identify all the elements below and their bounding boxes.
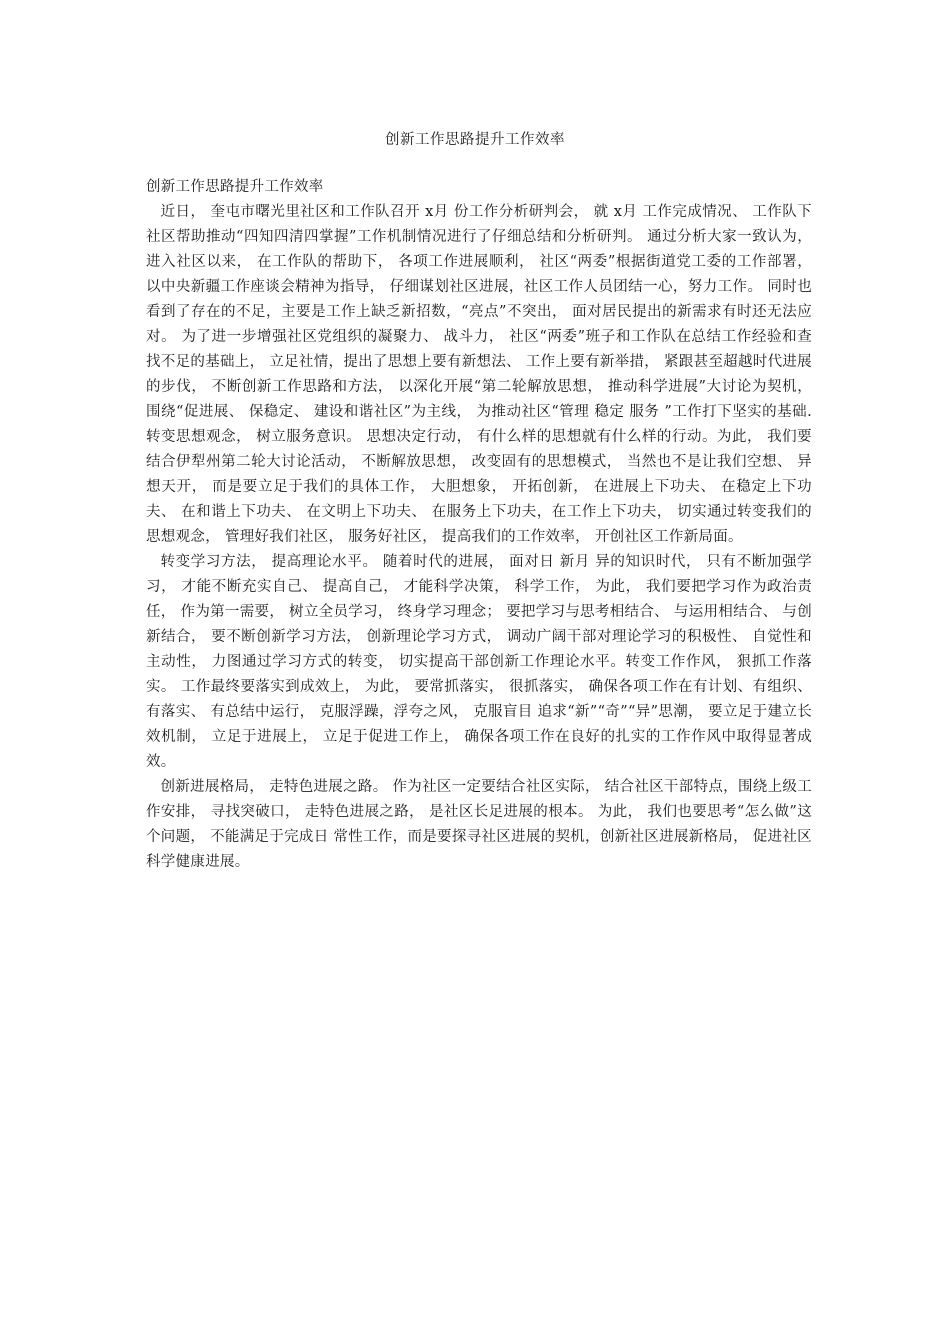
paragraph-1: 近日， 奎屯市曙光里社区和工作队召开 x月 份工作分析研判会， 就 x月 工作完成情况、 工作队下社区帮助推动“四知四清四掌握”工作机制情况进行了仔细总结和分析研判。 通过分析大家一致认为， 进入社区以来， 在工作队的帮助下， 各项工作进展顺利， 社区“两委”根据街道党工委的工作部署，以中央新疆工作座谈会精神为指导， 仔细谋划社区进展，社区工作人员团结一心，努力工作。 同时也看到了存在的不足，主要是工作上缺乏新招数，“亮点”不突出， 面对居民提出的新需求有时还无法应对。 为了进一步增强社区党组织的凝聚力、 战斗力， 社区“两委”班子和工作队在总结工作经验和查找不足的基础上， 立足社情，提出了思想上要有新想法、 工作上要有新举措， 紧跟甚至超越时代进展的步伐， 不断创新工作思路和方法， 以深化开展“第二轮解放思想， 推动科学进展”大讨论为契机， 围绕“促进展、 保稳定、 建设和谐社区”为主线， 为推动社区“管理 稳定 服务 ”工作打下坚实的基础.转变思想观念， 树立服务意识。 思想决定行动， 有什么样的思想就有什么样的行动。为此， 我们要结合伊犁州第二轮大讨论活动， 不断解放思想， 改变固有的思想模式， 当然也不是让我们空想、 异想天开， 而是要立足于我们的具体工作， 大胆想象， 开拓创新， 在进展上下功夫、 在稳定上下功夫、 在和谐上下功夫、 在文明上下功夫、 在服务上下功夫，在工作上下功夫， 切实通过转变我们的思想观念， 管理好我们社区， 服务好社区， 提高我们的工作效率， 开创社区工作新局面。 xyxy=(146,204,812,545)
paragraph-2: 转变学习方法， 提高理论水平。 随着时代的进展， 面对日 新月 异的知识时代， 只有不断加强学习， 才能不断充实自己、 提高自己， 才能科学决策， 科学工作， 为此， 我们要把学习作为政治责任， 作为第一需要， 树立全员学习， 终身学习理念； 要把学习与思考相结合、 与运用相结合、 与创新结合， 要不断创新学习方法， 创新理论学习方式， 调动广阔干部对理论学习的积极性、 自觉性和主动性， 力图通过学习方式的转变， 切实提高干部创新工作理论水平。转变工作作风， 狠抓工作落实。 工作最终要落实到成效上， 为此， 要常抓落实， 很抓落实， 确保各项工作在有计划、有组织、 有落实、 有总结中运行， 克服浮躁，浮夸之风， 克服盲目 追求“新”“奇”“异”思潮， 要立足于建立长效机制， 立足于进展上， 立足于促进工作上， 确保各项工作在良好的扎实的工作作风中取得显著成效。 xyxy=(146,554,812,770)
document-body xyxy=(146,175,812,875)
paragraph-3: 创新进展格局， 走特色进展之路。 作为社区一定要结合社区实际， 结合社区干部特点，围绕上级工作安排， 寻找突破口， 走特色进展之路， 是社区长足进展的根本。 为此， 我们也要思考“怎么做”这个问题， 不能满足于完成日 常性工作，而是要探寻社区进展的契机，创新社区进展新格局， 促进社区科学健康进展。 xyxy=(146,779,812,870)
document-title: 创新工作思路提升工作效率 xyxy=(385,132,565,148)
document-subtitle: 创新工作思路提升工作效率 xyxy=(146,179,324,195)
